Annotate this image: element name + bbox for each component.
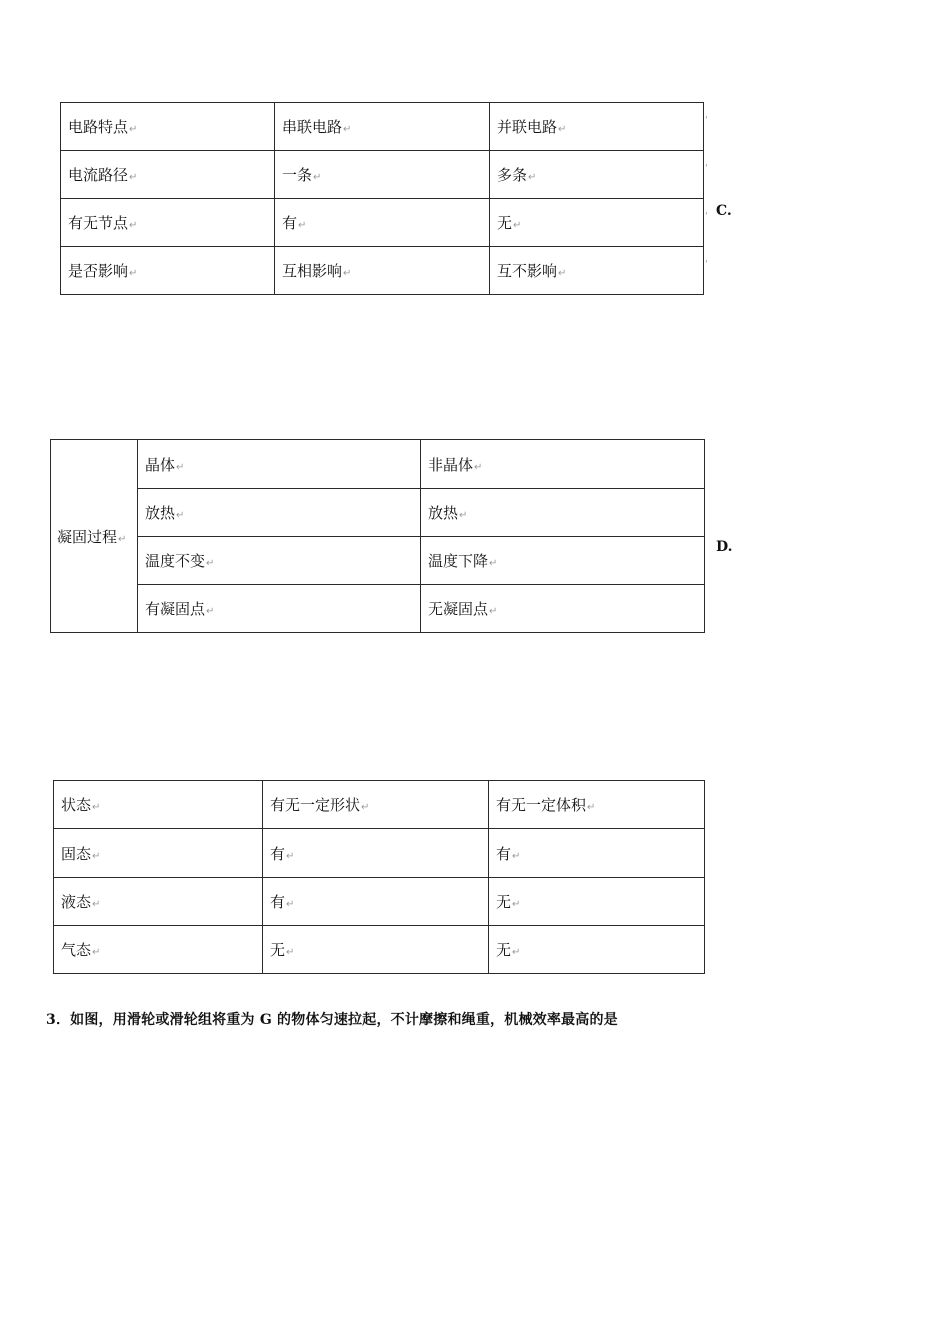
table-cell: 互不影响↵: [490, 247, 704, 295]
table-cell: 是否影响↵: [61, 247, 275, 295]
table-c: [60, 102, 704, 295]
table-cell: 无↵: [489, 878, 705, 926]
table-cell: 无↵: [489, 926, 705, 974]
table-row: [51, 489, 705, 537]
table-cell: 一条↵: [275, 151, 490, 199]
table-row: [51, 440, 705, 489]
table-cell: 有凝固点↵: [138, 585, 421, 633]
table-cell: 有无一定体积↵: [489, 781, 705, 829]
table-row: [54, 878, 705, 926]
table-cell: 有↵: [275, 199, 490, 247]
table-cell: 有无节点↵: [61, 199, 275, 247]
table-states: [53, 780, 705, 974]
table-row: [51, 537, 705, 585]
table-cell: 放热↵: [138, 489, 421, 537]
table-cell: 并联电路↵: [490, 103, 704, 151]
table-cell: 气态↵: [54, 926, 263, 974]
table-row: [51, 585, 705, 633]
table-cell: 晶体↵: [138, 440, 421, 489]
option-d-label: D.: [716, 539, 733, 555]
table-cell: 有↵: [263, 878, 489, 926]
row-end-mark: ˈ: [705, 164, 708, 174]
option-c-label: C.: [716, 203, 732, 219]
table-cell: 无↵: [263, 926, 489, 974]
table-cell: 液态↵: [54, 878, 263, 926]
table-cell: 温度下降↵: [421, 537, 705, 585]
table-row: [54, 926, 705, 974]
table-row: [61, 199, 704, 247]
table-row: [61, 151, 704, 199]
table-cell: 放热↵: [421, 489, 705, 537]
table-cell: 电路特点↵: [61, 103, 275, 151]
table-row: [61, 103, 704, 151]
table-row: [54, 781, 705, 829]
table-cell: 非晶体↵: [421, 440, 705, 489]
question-3-text: 3．如图，用滑轮或滑轮组将重为 G 的物体匀速拉起，不计摩擦和绳重，机械效率最高的是: [46, 1012, 618, 1028]
table-cell: 温度不变↵: [138, 537, 421, 585]
row-end-mark: ˈ: [705, 212, 708, 222]
row-end-mark: ˈ: [705, 260, 708, 270]
row-header-cell: 凝固过程↵: [51, 440, 138, 633]
table-cell: 串联电路↵: [275, 103, 490, 151]
table-cell: 互相影响↵: [275, 247, 490, 295]
table-cell: 电流路径↵: [61, 151, 275, 199]
table-cell: 多条↵: [490, 151, 704, 199]
table-cell: 有无一定形状↵: [263, 781, 489, 829]
table-d: [50, 439, 705, 633]
table-cell: 固态↵: [54, 829, 263, 878]
row-end-mark: ˈ: [705, 116, 708, 126]
table-row: [54, 829, 705, 878]
table-cell: 状态↵: [54, 781, 263, 829]
table-cell: 无↵: [490, 199, 704, 247]
table-cell: 有↵: [263, 829, 489, 878]
table-row: [61, 247, 704, 295]
table-cell: 有↵: [489, 829, 705, 878]
table-cell: 无凝固点↵: [421, 585, 705, 633]
